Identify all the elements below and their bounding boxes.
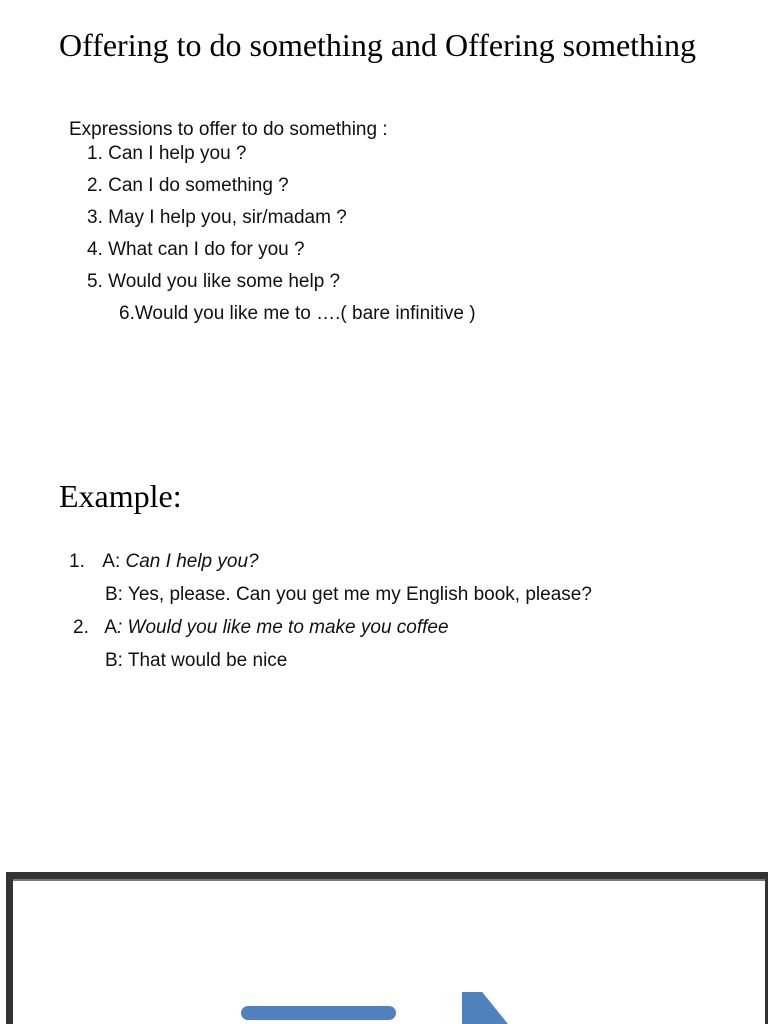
intro-text: Expressions to offer to do something :: [69, 119, 388, 140]
example-list: [69, 551, 592, 683]
offer-item: 2. Can I do something ?: [87, 175, 289, 196]
speaker-a-line: [104, 617, 448, 639]
offer-item: 4. What can I do for you ?: [87, 239, 305, 260]
example-number: 1.: [69, 551, 85, 572]
offer-item: 1. Can I help you ?: [87, 143, 247, 164]
offer-item: 3. May I help you, sir/madam ?: [87, 207, 347, 228]
speaker-a-text: Can I help you?: [125, 551, 259, 572]
page-title: Offering to do something and Offering something: [59, 27, 696, 63]
example-a-line: [69, 617, 592, 650]
example-heading: Example:: [59, 478, 182, 514]
example-a-line: [69, 551, 592, 584]
blue-dash-shape: [241, 1006, 396, 1020]
example-number: 2.: [73, 617, 89, 638]
speaker-a-text: : Would you like me to make you coffee: [116, 617, 449, 638]
offer-expression-list: [87, 143, 476, 335]
speaker-a-prefix: A:: [102, 551, 126, 572]
example-b-line: B: That would be nice: [105, 650, 288, 671]
speaker-a-prefix: A: [104, 617, 117, 638]
offer-item: 6.Would you like me to ….( bare infinitive ): [119, 303, 476, 324]
blue-corner-shape: [462, 992, 510, 1024]
next-page-preview: [6, 872, 768, 1024]
example-b-line: B: Yes, please. Can you get me my English book, please?: [105, 584, 592, 605]
speaker-a-line: [102, 551, 258, 573]
offer-item: 5. Would you like some help ?: [87, 271, 341, 292]
